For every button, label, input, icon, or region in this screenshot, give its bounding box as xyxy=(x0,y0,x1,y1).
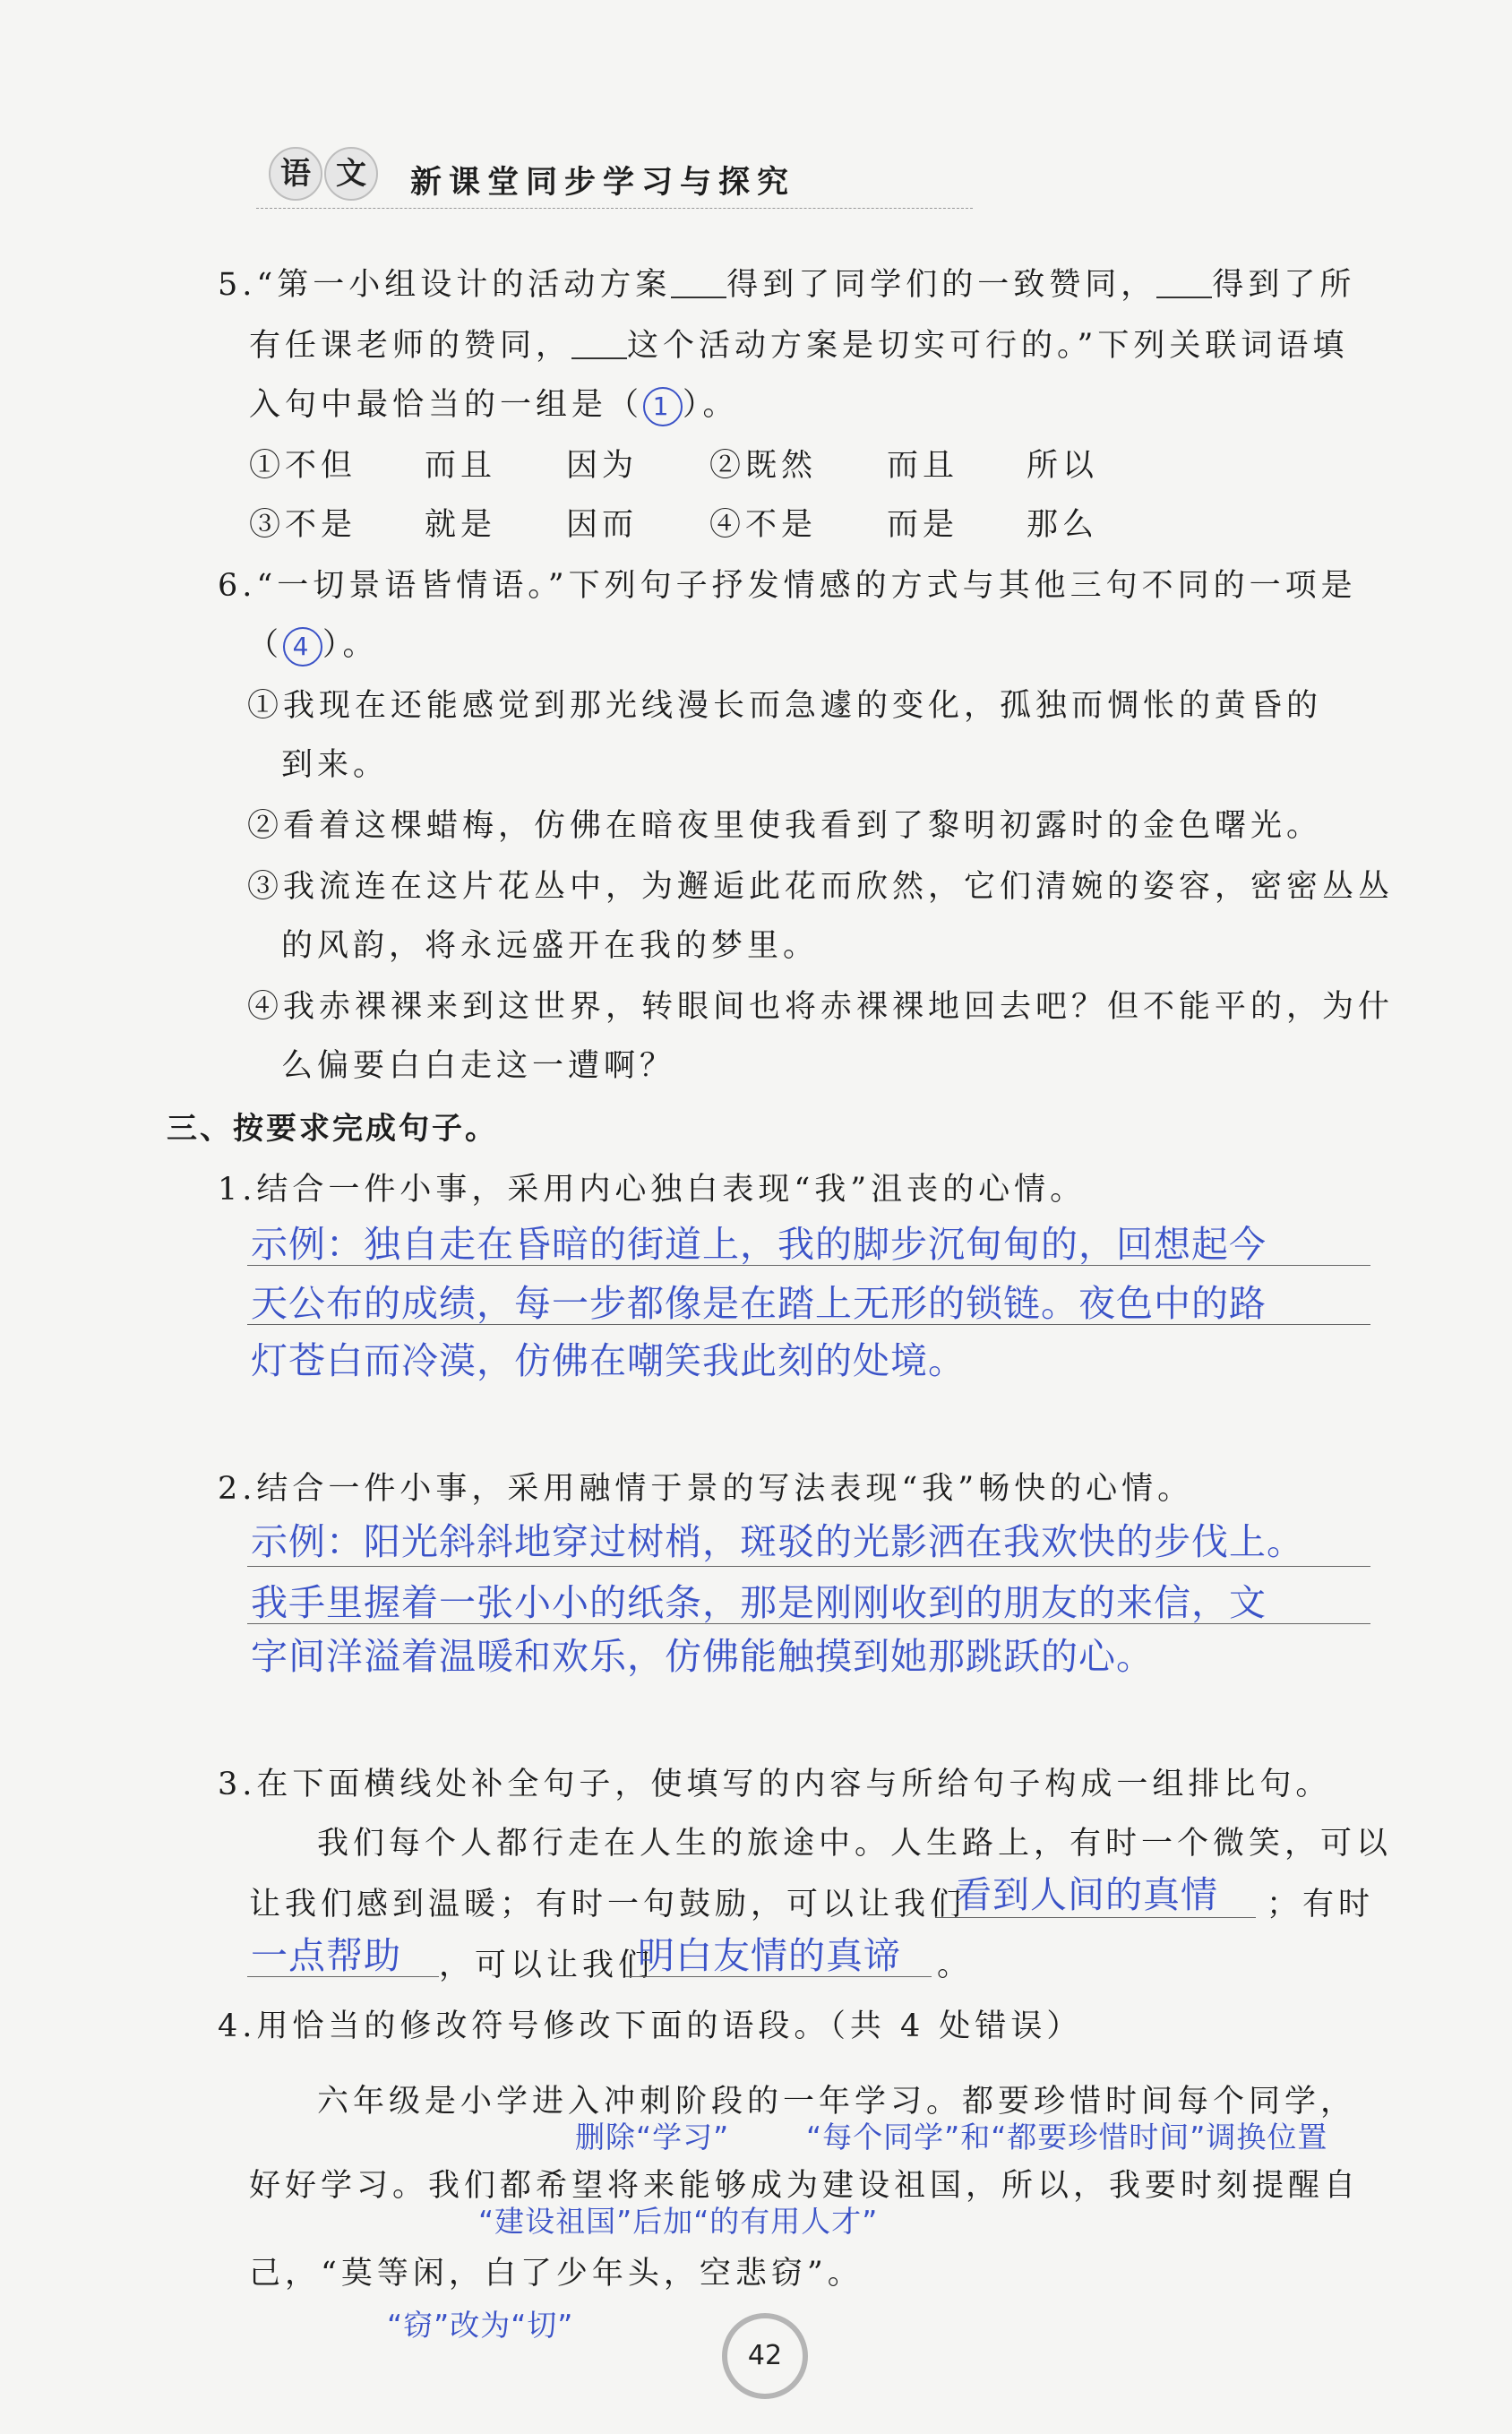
s3-q3-line-3-end: 。 xyxy=(937,1948,974,1983)
fill-blank-rule xyxy=(935,1917,1256,1918)
s3-q2-prompt: 2.结合一件小事，采用融情于景的写法表现“我”畅快的心情。 xyxy=(218,1471,1194,1507)
s3-q4-line-2: 好好学习。我们都希望将来能够成为建设祖国，所以，我要时刻提醒自 xyxy=(249,2168,1361,2204)
s3-q3-line-1: 我们每个人都行走在人生的旅途中。人生路上，有时一个微笑，可以 xyxy=(317,1826,1393,1862)
fill-blank-rule xyxy=(625,1976,932,1977)
q5-option: 而且 xyxy=(887,448,959,484)
s3-q2-answer-line-2: 我手里握着一张小小的纸条，那是刚刚收到的朋友的来信，文 xyxy=(251,1581,1267,1624)
q5-option: 因而 xyxy=(566,507,639,543)
q6-option-1-cont: 到来。 xyxy=(281,747,390,783)
q6-option-1: ①我现在还能感觉到那光线漫长而急遽的变化，孤独而惆怅的黄昏的 xyxy=(247,688,1323,724)
s3-q3-line-2: 让我们感到温暖；有时一句鼓励，可以让我们 xyxy=(249,1887,966,1922)
answer-rule xyxy=(247,1324,1370,1325)
q5-line3: 入句中最恰当的一组是（ 1 ）。 xyxy=(249,380,739,426)
q5-option: ③不是 xyxy=(249,507,357,543)
page-number-badge xyxy=(722,2313,808,2399)
q5-answer: 1 xyxy=(643,387,683,426)
s3-q4-line-1: 六年级是小学进入冲刺阶段的一年学习。都要珍惜时间每个同学， xyxy=(317,2084,1357,2120)
q6-line1: 6.“一切景语皆情语。”下列句子抒发情感的方式与其他三句不同的一项是 xyxy=(218,568,1357,604)
q5-blank-3 xyxy=(571,332,627,359)
answer-rule xyxy=(247,1623,1370,1624)
fill-blank-rule xyxy=(247,1976,439,1977)
answer-rule xyxy=(247,1265,1370,1266)
s3-q4-correction-3: “建设祖国”后加“的有用人才” xyxy=(478,2204,879,2239)
q5-option: 就是 xyxy=(425,507,497,543)
s3-q3-fill-1: 看到人间的真情 xyxy=(955,1873,1218,1916)
q5-line2: 有任课老师的赞同， 这个活动方案是切实可行的。”下列关联词语填 xyxy=(249,328,1349,364)
q6-option-4-cont: 么偏要白白走这一遭啊？ xyxy=(281,1048,676,1084)
s3-q4-correction-2: “每个同学”和“都要珍惜时间”调换位置 xyxy=(806,2120,1328,2154)
section-3-title: 三、按要求完成句子。 xyxy=(167,1111,498,1147)
q5-option: 而是 xyxy=(887,507,959,543)
q5-line1: 5.“第一小组设计的活动方案 得到了同学们的一致赞同， 得到了所 xyxy=(218,267,1356,303)
s3-q1-answer-line-2: 天公布的成绩，每一步都像是在踏上无形的锁链。夜色中的路 xyxy=(251,1282,1267,1325)
q5-blank-2 xyxy=(1156,271,1212,298)
q6-line2: （ 4 ）。 xyxy=(247,620,379,667)
q6-answer: 4 xyxy=(283,627,322,667)
s3-q3-fill-3: 明白友情的真谛 xyxy=(638,1934,901,1977)
s3-q1-answer-line-3: 灯苍白而冷漠，仿佛在嘲笑我此刻的处境。 xyxy=(251,1339,966,1382)
q5-option: 因为 xyxy=(566,448,639,484)
subject-badge-wen: 文 xyxy=(324,147,378,201)
q5-option: ②既然 xyxy=(709,448,818,484)
q5-option: ④不是 xyxy=(709,507,818,543)
q5-option: 而且 xyxy=(425,448,497,484)
q6-option-3: ③我流连在这片花丛中，为邂逅此花而欣然，它们清婉的姿容，密密丛丛 xyxy=(247,869,1395,905)
q5-blank-1 xyxy=(671,271,726,298)
s3-q1-answer-line-1: 示例：独自走在昏暗的街道上，我的脚步沉甸甸的，回想起今 xyxy=(251,1223,1267,1266)
q5-option: ①不但 xyxy=(249,448,357,484)
s3-q3-prompt: 3.在下面横线处补全句子，使填写的内容与所给句子构成一组排比句。 xyxy=(218,1767,1332,1802)
s3-q3-fill-2: 一点帮助 xyxy=(251,1934,401,1977)
s3-q4-correction-4: “窃”改为“切” xyxy=(387,2308,574,2343)
q6-option-3-cont: 的风韵，将永远盛开在我的梦里。 xyxy=(281,928,820,964)
s3-q2-answer-line-1: 示例：阳光斜斜地穿过树梢，斑驳的光影洒在我欢快的步伐上。 xyxy=(251,1520,1304,1563)
page-number: 42 xyxy=(747,2340,783,2371)
s3-q4-line-3: 己，“莫等闲，白了少年头，空悲窃”。 xyxy=(249,2256,863,2292)
q5-option: 那么 xyxy=(1027,507,1099,543)
s3-q3-line-3: ，可以让我们 xyxy=(439,1948,655,1983)
subject-badge-yu: 语 xyxy=(269,147,322,201)
q5-option: 所以 xyxy=(1027,448,1099,484)
header-rule xyxy=(256,208,973,209)
s3-q2-answer-line-3: 字间洋溢着温暖和欢乐，仿佛能触摸到她那跳跃的心。 xyxy=(251,1635,1154,1678)
s3-q4-correction-1: 删除“学习” xyxy=(575,2120,730,2154)
s3-q1-prompt: 1.结合一件小事，采用内心独白表现“我”沮丧的心情。 xyxy=(218,1172,1087,1208)
book-title: 新课堂同步学习与探究 xyxy=(410,164,796,201)
answer-rule xyxy=(247,1566,1370,1567)
q6-option-4: ④我赤裸裸来到这世界，转眼间也将赤裸裸地回去吧？但不能平的，为什 xyxy=(247,989,1395,1025)
q6-option-2: ②看着这棵蜡梅，仿佛在暗夜里使我看到了黎明初露时的金色曙光。 xyxy=(247,808,1323,844)
s3-q4-prompt: 4.用恰当的修改符号修改下面的语段。（共 4 处错误） xyxy=(218,2008,1083,2044)
s3-q3-line-2-end: ；有时 xyxy=(1267,1887,1375,1922)
